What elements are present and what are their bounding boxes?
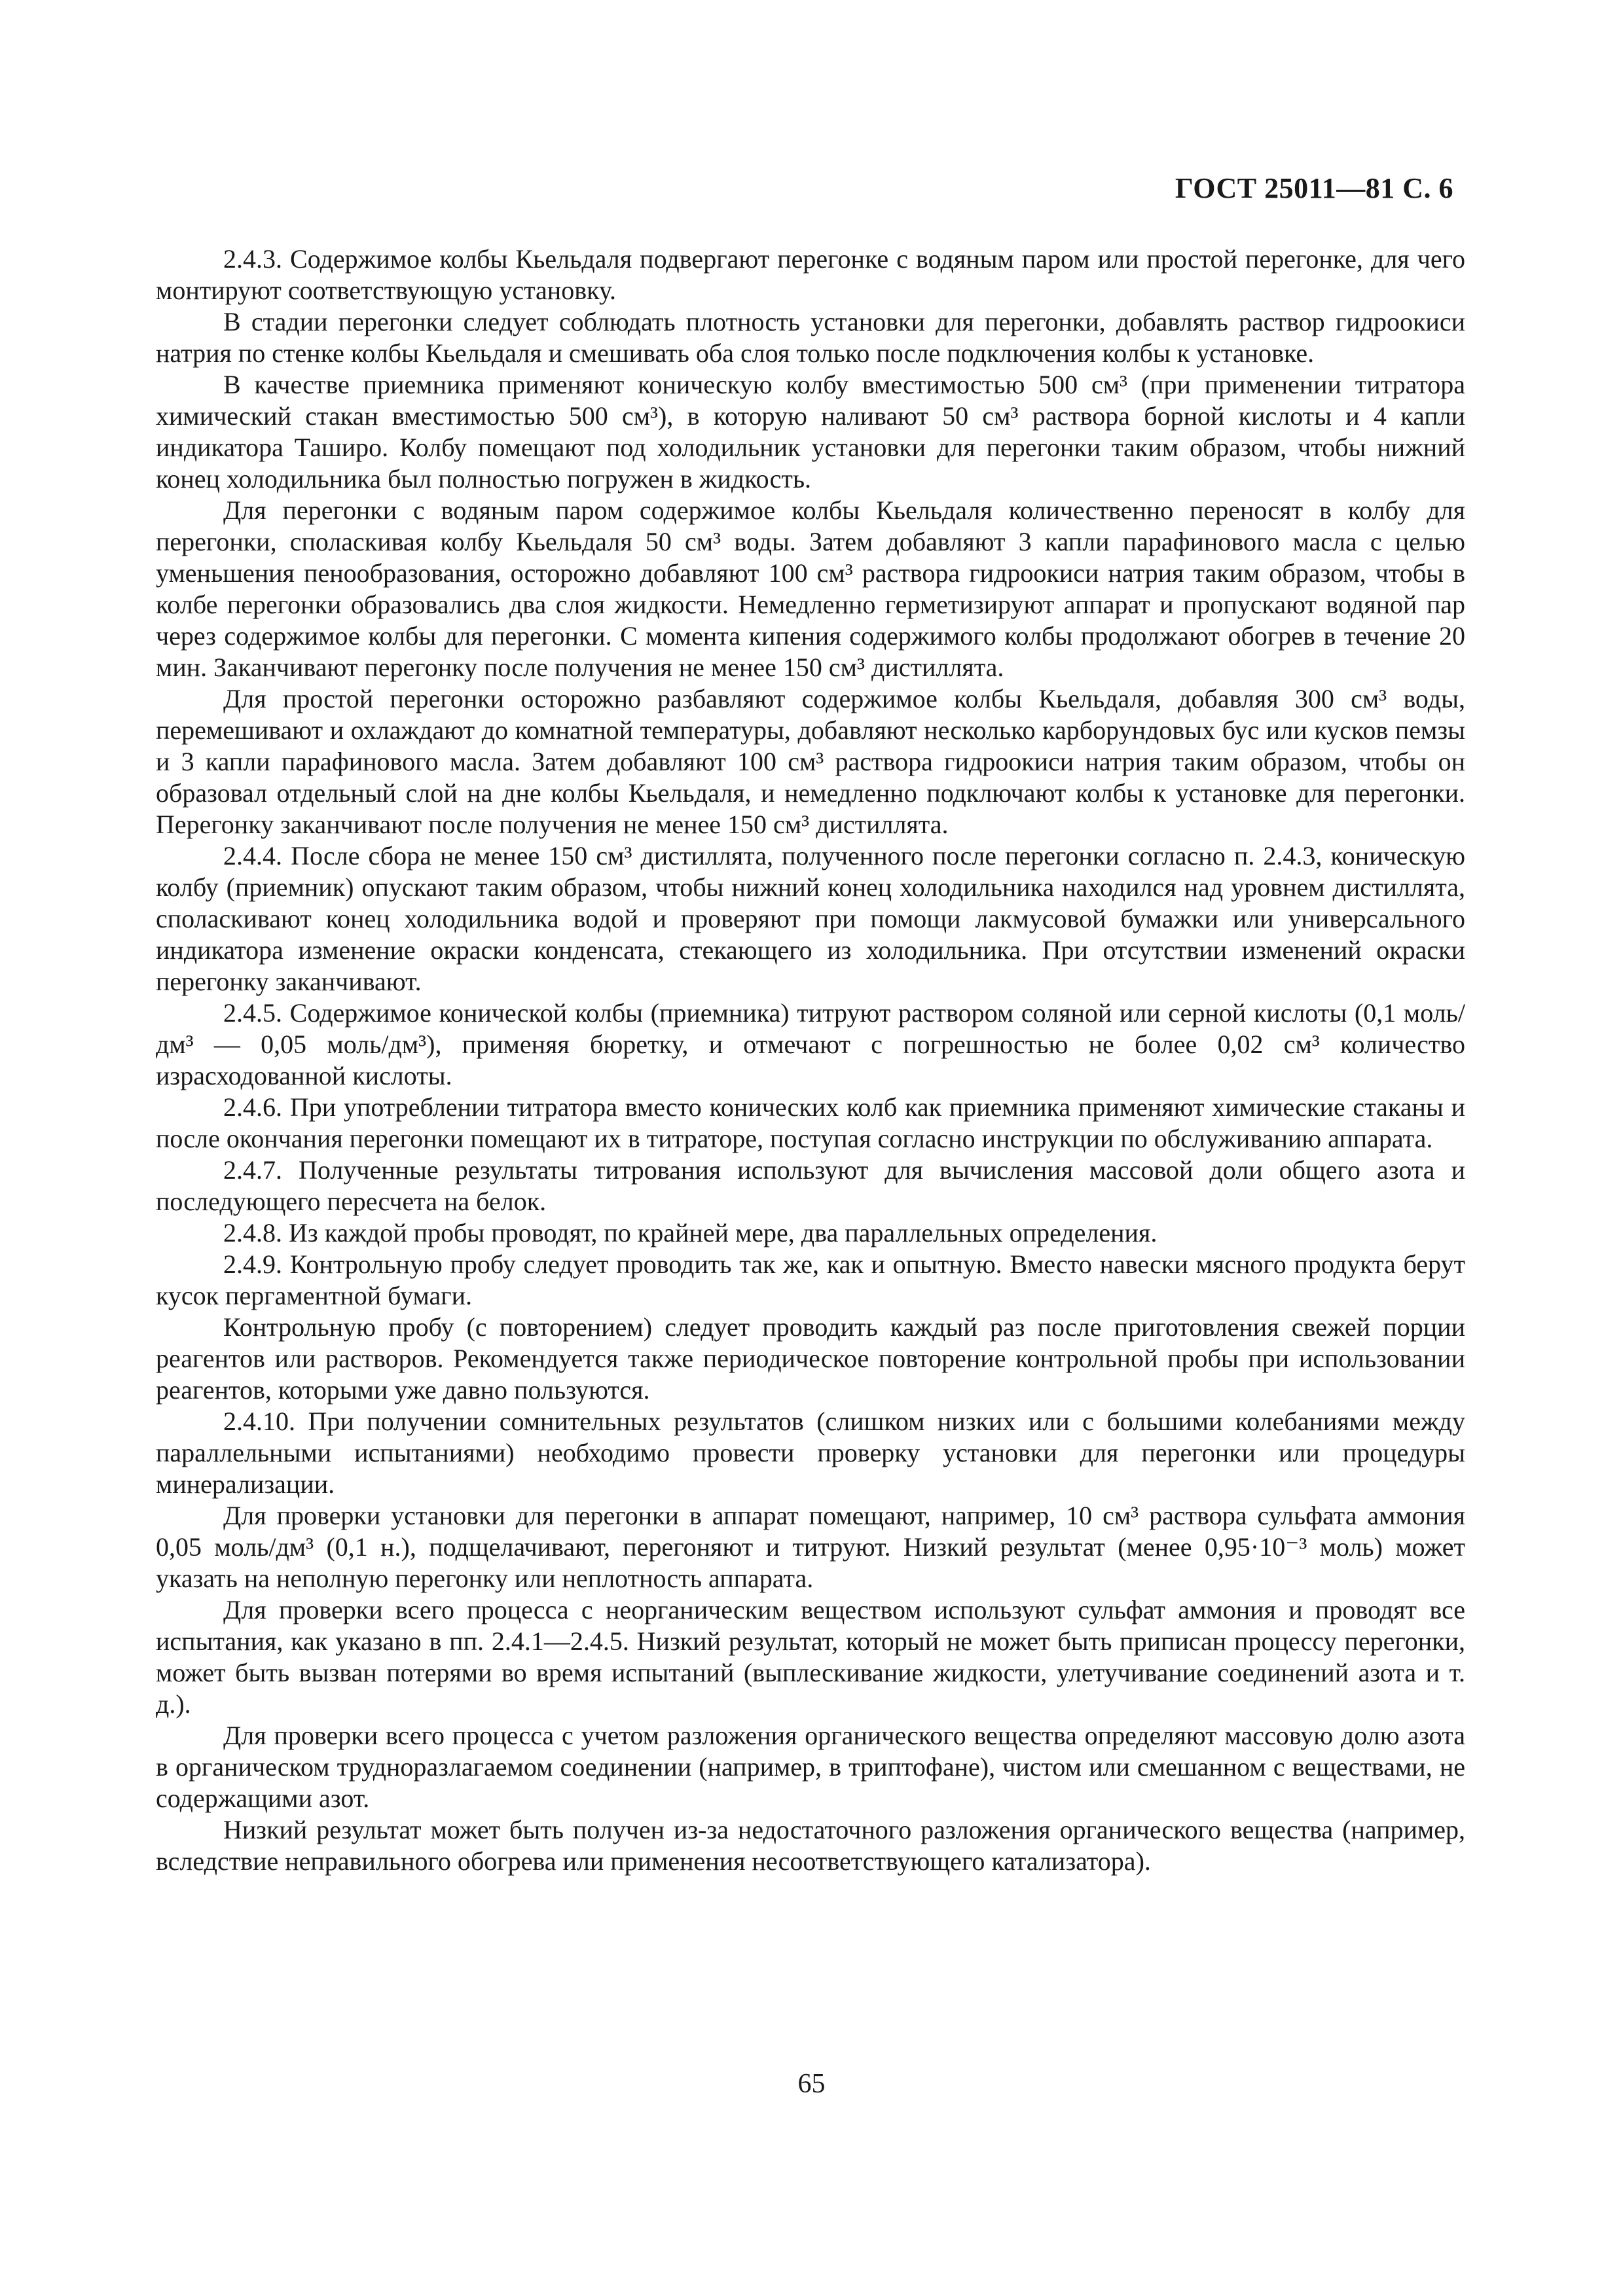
paragraph-2-4-7: 2.4.7. Полученные результаты титрования используют для вычисления массовой доли общего азота и последующего пересчета на белок. [156,1155,1465,1216]
paragraph-2-4-3: 2.4.3. Содержимое колбы Кьельдаля подвергают перегонке с водяным паром или простой перегонке, для чего монтируют соответствующую установку. [156,244,1465,305]
paragraph-2-4-9: 2.4.9. Контрольную пробу следует проводить так же, как и опытную. Вместо навески мясного продукта берут кусок пергаментной бумаги. [156,1249,1465,1310]
paragraph: Для перегонки с водяным паром содержимое колбы Кьельдаля количественно переносят в колбу для перегонки, споласкивая колбу Кьельдаля 50 см³ воды. Затем добавляют 3 капли парафинового масла с целью уменьшения пенообразования, осторожно добавляют 100 см³ раствора гидроокиси натрия таким образом, чтобы в колбе перегонки образовались два слоя жидкости. Немедленно герметизируют аппарат и пропускают водяной пар через содержимое колбы для перегонки. С момента кипения содержимого колбы продолжают обогрев в течение 20 мин. Заканчивают перегонку после получения не менее 150 см³ дистиллята. [156,495,1465,682]
paragraph: В стадии перегонки следует соблюдать плотность установки для перегонки, добавлять раствор гидроокиси натрия по стенке колбы Кьельдаля и смешивать оба слоя только после подключения колбы к установке. [156,307,1465,368]
paragraph: Низкий результат может быть получен из-за недостаточного разложения органического вещества (например, вследствие неправильного обогрева или применения несоответствующего катализатора). [156,1815,1465,1876]
document-header: ГОСТ 25011—81 С. 6 [1175,172,1453,204]
paragraph: Для проверки всего процесса с учетом разложения органического вещества определяют массовую долю азота в органическом трудноразлагаемом соединении (например, в триптофане), чистом или смешанном с веществами, не содержащими азот. [156,1721,1465,1813]
paragraph: Контрольную пробу (с повторением) следует проводить каждый раз после приготовления свежей порции реагентов или растворов. Рекомендуется также периодическое повторение контрольной пробы при использовании реагентов, которыми уже давно пользуются. [156,1312,1465,1405]
paragraph-2-4-5: 2.4.5. Содержимое конической колбы (приемника) титруют раствором соляной или серной кислоты (0,1 моль/дм³ — 0,05 моль/дм³), применяя бюретку, и отмечают с погрешностью не более 0,02 см³ количество израсходованной кислоты. [156,998,1465,1090]
paragraph-2-4-8: 2.4.8. Из каждой пробы проводят, по крайней мере, два параллельных определения. [223,1218,1158,1247]
paragraph-2-4-6: 2.4.6. При употреблении титратора вместо конических колб как приемника применяют химические стаканы и после окончания перегонки помещают их в титраторе, поступая согласно инструкции по обслуживанию аппарата. [156,1092,1465,1153]
paragraph-2-4-10: 2.4.10. При получении сомнительных результатов (слишком низких или с большими колебаниями между параллельными испытаниями) необходимо провести проверку установки для перегонки или процедуры минерализации. [156,1407,1465,1499]
paragraph: Для простой перегонки осторожно разбавляют содержимое колбы Кьельдаля, добавляя 300 см³ воды, перемешивают и охлаждают до комнатной температуры, добавляют несколько карборундовых бус или кусков пемзы и 3 капли парафинового масла. Затем добавляют 100 см³ раствора гидроокиси натрия таким образом, чтобы он образовал отдельный слой на дне колбы Кьельдаля, и немедленно подключают колбы к установке для перегонки. Перегонку заканчивают после получения не менее 150 см³ дистиллята. [156,684,1465,839]
paragraph: Для проверки всего процесса с неорганическим веществом используют сульфат аммония и проводят все испытания, как указано в пп. 2.4.1—2.4.5. Низкий результат, который не может быть приписан процессу перегонки, может быть вызван потерями во время испытаний (выплескивание жидкости, улетучивание соединений азота и т. д.). [156,1595,1465,1719]
document-body [156,243,1465,1877]
paragraph: Для проверки установки для перегонки в аппарат помещают, например, 10 см³ раствора сульфата аммония 0,05 моль/дм³ (0,1 н.), подщелачивают, перегоняют и титруют. Низкий результат (менее 0,95·10⁻³ моль) может указать на неполную перегонку или неплотность аппарата. [156,1501,1465,1593]
page-number: 65 [797,2069,826,2099]
paragraph-2-4-4: 2.4.4. После сбора не менее 150 см³ дистиллята, полученного после перегонки согласно п. 2.4.3, коническую колбу (приемник) опускают таким образом, чтобы нижний конец холодильника находился над уровнем дистиллята, споласкивают конец холодильника водой и проверяют при помощи лакмусовой бумажки или универсального индикатора изменение окраски конденсата, стекающего из холодильника. При отсутствии изменений окраски перегонку заканчивают. [156,841,1465,996]
paragraph: В качестве приемника применяют коническую колбу вместимостью 500 см³ (при применении титратора химический стакан вместимостью 500 см³), в которую наливают 50 см³ раствора борной кислоты и 4 капли индикатора Таширо. Колбу помещают под холодильник установки для перегонки таким образом, чтобы нижний конец холодильника был полностью погружен в жидкость. [156,370,1465,493]
